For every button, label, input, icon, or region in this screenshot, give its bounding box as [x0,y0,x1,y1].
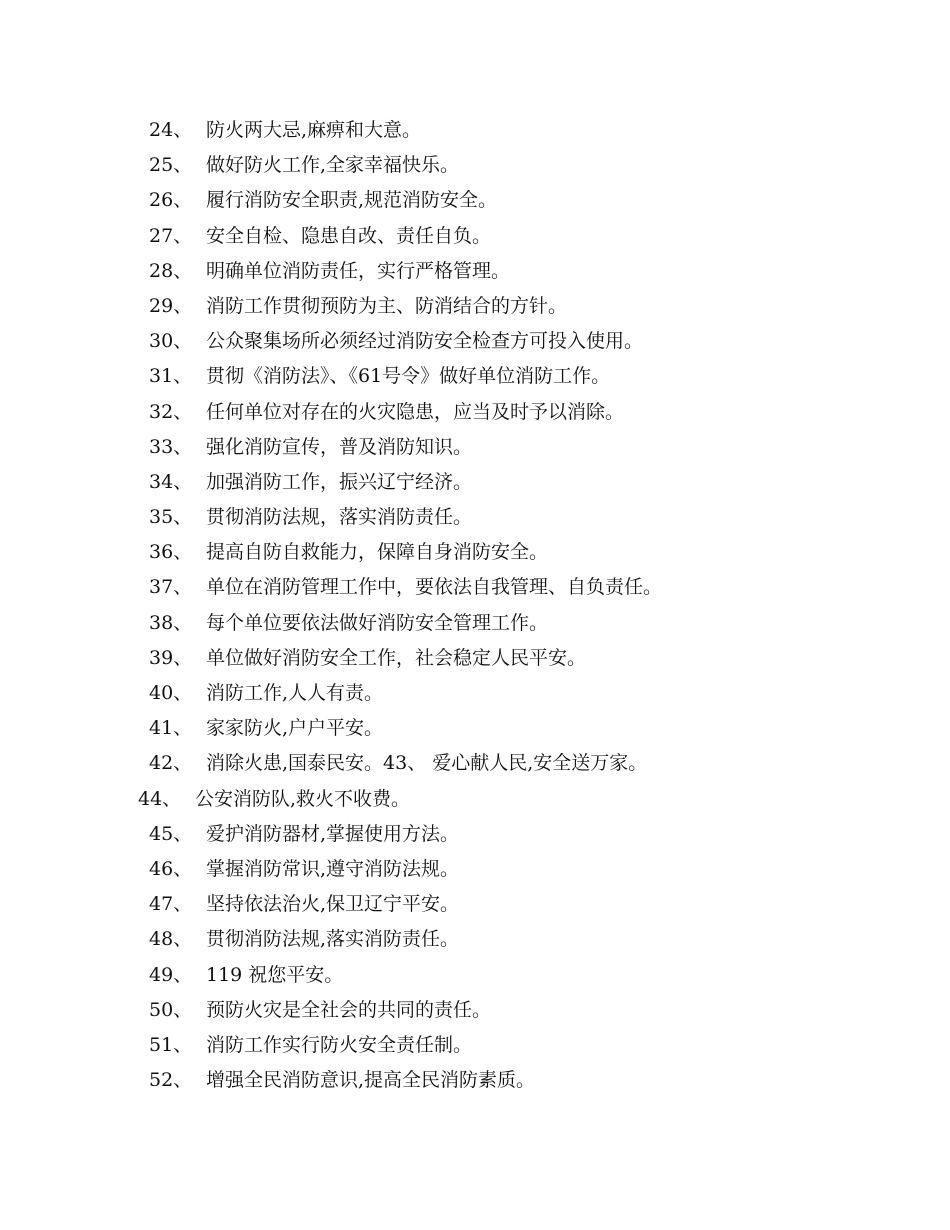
list-item [0,887,950,922]
item-number: 31、 [149,365,193,388]
list-item [0,676,950,711]
item-number: 49、 [149,963,193,986]
item-text: 消防工作贯彻预防为主、防消结合的方针。 [206,294,568,317]
list-item [0,254,950,289]
item-number: 28、 [149,259,193,282]
item-number: 37、 [149,576,193,599]
list-item [0,1063,950,1098]
item-number: 27、 [149,224,193,247]
item-number: 51、 [149,1033,193,1056]
list-item [0,113,950,148]
item-number: 44、 [138,787,182,810]
list-item [0,324,950,359]
item-text: 119 祝您平安。 [206,963,344,986]
list-item [0,782,950,817]
item-number: 25、 [149,154,193,177]
list-item [0,465,950,500]
item-number: 39、 [149,646,193,669]
item-text: 公安消防队,救火不收费。 [195,787,411,810]
item-text: 贯彻消防法规，落实消防责任。 [206,506,473,529]
item-text: 公众聚集场所必须经过消防安全检查方可投入使用。 [206,330,644,353]
item-text: 消除火患,国泰民安。43、 爱心献人民,安全送万家。 [206,752,648,775]
item-text: 强化消防宣传，普及消防知识。 [206,435,473,458]
item-number: 42、 [149,752,193,775]
item-number: 40、 [149,682,193,704]
list-item [0,1028,950,1063]
item-number: 47、 [149,893,193,916]
item-number: 33、 [149,435,193,458]
item-number: 35、 [149,506,193,529]
item-text: 消防工作,人人有责。 [206,682,384,704]
item-text: 贯彻消防法规,落实消防责任。 [206,928,460,951]
list-item [0,817,950,852]
item-text: 做好防火工作,全家幸福快乐。 [206,154,460,177]
list-item [0,148,950,183]
item-text: 提高自防自救能力，保障自身消防安全。 [206,541,549,564]
slogan-list [0,113,950,1098]
list-item [0,430,950,465]
item-text: 消防工作实行防火安全责任制。 [206,1033,473,1056]
list-item [0,183,950,218]
item-text: 履行消防安全职责,规范消防安全。 [206,189,498,212]
list-item [0,500,950,535]
item-text: 防火两大忌,麻痹和大意。 [206,119,422,141]
list-item [0,289,950,324]
list-item [0,746,950,781]
item-number: 24、 [149,119,193,141]
item-text: 贯彻《消防法》、《61号令》做好单位消防工作。 [206,365,611,388]
item-number: 46、 [149,857,193,880]
item-text: 明确单位消防责任，实行严格管理。 [206,259,511,282]
item-text: 单位在消防管理工作中，要依法自我管理、自负责任。 [206,576,663,599]
list-item [0,570,950,605]
item-text: 爱护消防器材,掌握使用方法。 [206,822,460,845]
item-number: 32、 [149,400,193,423]
item-text: 加强消防工作，振兴辽宁经济。 [206,470,473,493]
item-text: 掌握消防常识,遵守消防法规。 [206,857,460,880]
item-number: 26、 [149,189,193,212]
item-number: 41、 [149,717,193,740]
item-text: 安全自检、隐患自改、责任自负。 [206,224,492,247]
list-item [0,359,950,394]
list-item [0,852,950,887]
item-number: 48、 [149,928,193,951]
item-text: 预防火灾是全社会的共同的责任。 [206,998,492,1021]
list-item [0,958,950,993]
item-number: 36、 [149,541,193,564]
list-item [0,606,950,641]
item-number: 38、 [149,611,193,634]
item-text: 每个单位要依法做好消防安全管理工作。 [206,611,549,634]
item-text: 任何单位对存在的火灾隐患，应当及时予以消除。 [206,400,625,423]
list-item [0,219,950,254]
list-item [0,641,950,676]
list-item [0,535,950,570]
item-text: 增强全民消防意识,提高全民消防素质。 [206,1069,536,1092]
item-number: 52、 [149,1069,193,1092]
item-text: 单位做好消防安全工作，社会稳定人民平安。 [206,646,587,669]
item-text: 坚持依法治火,保卫辽宁平安。 [206,893,460,916]
item-number: 45、 [149,822,193,845]
item-number: 34、 [149,470,193,493]
item-number: 50、 [149,998,193,1021]
item-text: 家家防火,户户平安。 [206,717,384,740]
item-number: 29、 [149,294,193,317]
list-item [0,395,950,430]
list-item [0,922,950,957]
item-number: 30、 [149,330,193,353]
list-item [0,711,950,746]
list-item [0,993,950,1028]
